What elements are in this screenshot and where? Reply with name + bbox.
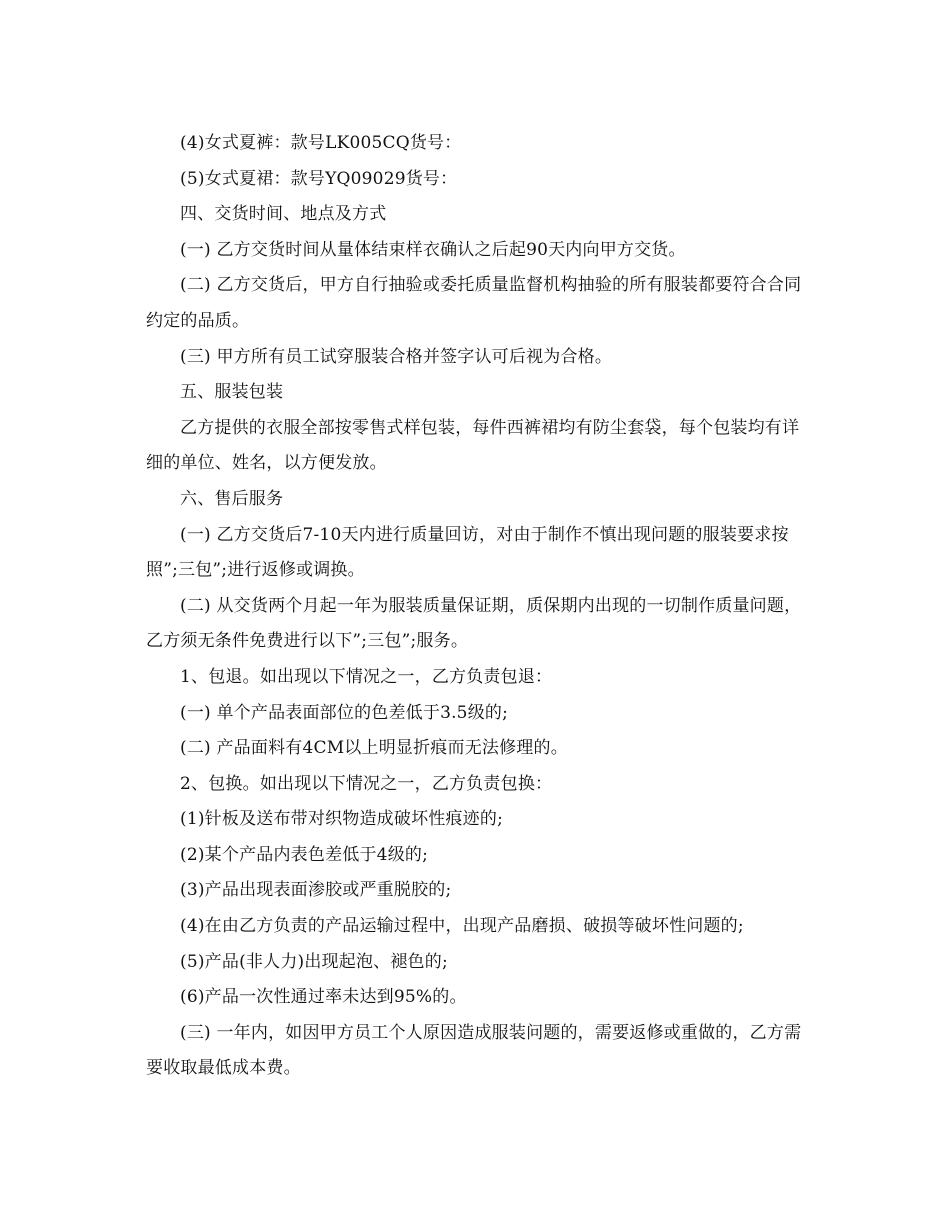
list-item-exchange-2: (2)某个产品内表色差低于4级的; bbox=[180, 844, 429, 865]
paragraph-delivery-inspection: (二) 乙方交货后，甲方自行抽验或委托质量监督机构抽验的所有服装都要符合合同约定的品质。 bbox=[146, 275, 802, 331]
paragraph-after-sales-visit: (一) 乙方交货后7-10天内进行质量回访，对由于制作不慎出现问题的服装要求按照”;三包”;进行返修或调换。 bbox=[146, 524, 789, 581]
list-item-exchange-5: (5)产品(非人力)出现起泡、褪色的; bbox=[180, 951, 448, 972]
paragraph-delivery-acceptance: (三) 甲方所有员工试穿服装合格并签字认可后视为合格。 bbox=[180, 346, 613, 367]
paragraph-warranty-period: (二) 从交货两个月起一年为服装质量保证期，质保期内出现的一切制作质量问题，乙方须无条件免费进行以下”;三包”;服务。 bbox=[146, 595, 802, 652]
list-item-return-1: (一) 单个产品表面部位的色差低于3.5级的; bbox=[180, 702, 509, 723]
subheading-return: 1、包退。如出现以下情况之一，乙方负责包退： bbox=[180, 666, 553, 687]
paragraph-item-5-skirt: (5)女式夏裙：款号YQ09029货号： bbox=[180, 168, 458, 189]
paragraph-delivery-time: (一) 乙方交货时间从量体结束样衣确认之后起90天内向甲方交货。 bbox=[180, 239, 686, 260]
list-item-return-2: (二) 产品面料有4CM以上明显折痕而无法修理的。 bbox=[180, 738, 568, 759]
paragraph-employee-fault: (三) 一年内，如因甲方员工个人原因造成服装问题的，需要返修或重做的，乙方需要收取最低成本费。 bbox=[146, 1022, 802, 1079]
list-item-exchange-1: (1)针板及送布带对织物造成破坏性痕迹的; bbox=[180, 809, 504, 830]
list-item-exchange-6: (6)产品一次性通过率未达到95%的。 bbox=[180, 987, 467, 1008]
section-heading-after-sales: 六、售后服务 bbox=[180, 488, 284, 509]
list-item-exchange-3: (3)产品出现表面渗胶或严重脱胶的; bbox=[180, 880, 452, 901]
document-body bbox=[146, 126, 810, 1087]
paragraph-item-4-pants: (4)女式夏裤：款号LK005CQ货号： bbox=[180, 133, 462, 153]
section-heading-delivery: 四、交货时间、地点及方式 bbox=[180, 204, 387, 225]
subheading-exchange: 2、包换。如出现以下情况之一，乙方负责包换： bbox=[180, 773, 553, 794]
section-heading-packaging: 五、服装包装 bbox=[180, 382, 284, 403]
paragraph-packaging: 乙方提供的衣服全部按零售式样包装，每件西裤裙均有防尘套袋，每个包装均有详细的单位、姓名，以方便发放。 bbox=[146, 417, 800, 474]
list-item-exchange-4: (4)在由乙方负责的产品运输过程中，出现产品磨损、破损等破坏性问题的; bbox=[180, 916, 744, 937]
